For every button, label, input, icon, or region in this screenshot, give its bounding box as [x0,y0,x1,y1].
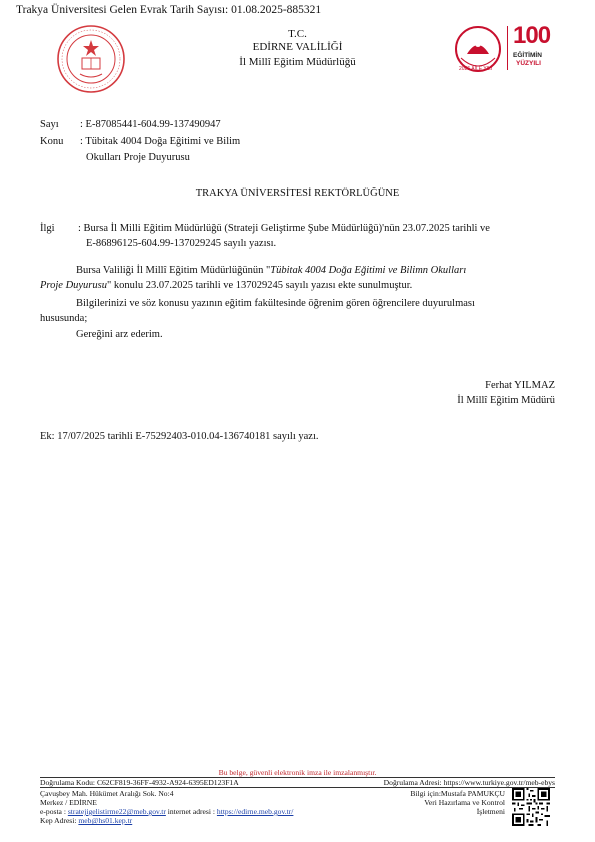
konu-label: Konu [40,136,64,147]
kep-link[interactable]: meb@hs01.kep.tr [78,816,133,825]
konu-value-line2: Okulları Proje Duyurusu [86,152,190,163]
logo-arc-text: 2025 AİLE YILI [459,66,493,72]
body-p1-italic-title: Tübitak 4004 Doğa Eğitimi ve Bilimn Okulları [270,265,467,276]
incoming-document-stamp: Trakya Üniversitesi Gelen Evrak Tarih Sayısı: 01.08.2025-885321 [16,4,322,16]
logo-number: 100 [513,22,551,49]
esign-note: Bu belge, güvenli elektronik imza ile imzalanmıştır. [218,768,377,777]
verification-code: Doğrulama Kodu: C62CF819-36FF-4932-A924-6395ED123F1A [40,778,239,787]
egitimin-yuzyili-logo-icon [453,22,559,78]
email-link[interactable]: stratejigelistirme22@meb.gov.tr [67,807,166,816]
body-p2-line1: Bilgilerinizi ve söz konusu yazının eğitim fakültesinde öğrenim gören öğrencilere duyurulması [76,298,475,309]
attachment-line: Ek: 17/07/2025 tarihli E-75292403-010.04-136740181 sayılı yazı. [40,431,319,442]
body-p3: Gereğini arz ederim. [76,329,163,340]
body-paragraph-2 [40,296,555,326]
address-line1: Çavuşbey Mah. Hükümet Aralığı Sok. No:4 [40,789,174,798]
qr-code-icon[interactable] [512,788,550,826]
signer-name: Ferhat YILMAZ [485,380,555,391]
website-link[interactable]: https://edirne.meb.gov.tr/ [216,807,294,816]
body-paragraph-3 [40,327,555,342]
sayi-label: Sayı [40,119,59,130]
body-p1-start: Bursa Valiliği İl Millî Eğitim Müdürlüğünün " [76,265,271,276]
contact-line [40,807,293,816]
logo-line2: YÜZYILI [516,60,541,67]
header-institution: EDİRNE VALİLİĞİ [252,41,343,53]
footer-divider-bottom [40,787,555,788]
body-paragraph-1 [40,263,555,293]
ilgi-line2: E-86896125-604.99-137029245 sayılı yazısı. [86,238,277,249]
body-p2-line2: hususunda; [40,313,88,324]
logo-line1: EĞİTİMİN [513,52,542,59]
kep-line [40,816,132,825]
konu-value-line1: : Tübitak 4004 Doğa Eğitimi ve Bilim [80,136,241,147]
signer-title: İl Millî Eğitim Müdürü [457,395,555,406]
address-line2: Merkez / EDİRNE [40,798,97,807]
info-role: Veri Hazırlama ve Kontrol [424,798,505,807]
body-p1-end: " konulu 23.07.2025 tarihli ve 137029245 sayılı yazısı ekte sunulmuştur. [106,280,413,291]
sayi-value: : E-87085441-604.99-137490947 [80,119,221,130]
ilgi-line1: : Bursa İl Milli Eğitim Müdürlüğü (Strateji Geliştirme Şube Müdürlüğü)'nün 23.07.2025 tarihli ve [78,223,490,234]
header-directorate: İl Millî Eğitim Müdürlüğü [239,56,356,68]
ilgi-label: İlgi [40,223,55,234]
header-tc: T.C. [288,28,307,40]
web-prefix: internet adresi : [165,807,217,816]
info-contact: Bilgi için:Mustafa PAMUKÇU [410,789,505,798]
email-prefix: e-posta : [40,807,68,816]
addressee: TRAKYA ÜNİVERSİTESİ REKTÖRLÜĞÜNE [195,188,400,199]
body-p1-italic-title-2: Proje Duyurusu [40,280,107,291]
verification-address: Doğrulama Adresi: https://www.turkiye.gov.tr/meb-ebys [383,778,555,787]
info-role-2: İşletmeni [476,807,505,816]
kep-prefix: Kep Adresi: [40,816,79,825]
